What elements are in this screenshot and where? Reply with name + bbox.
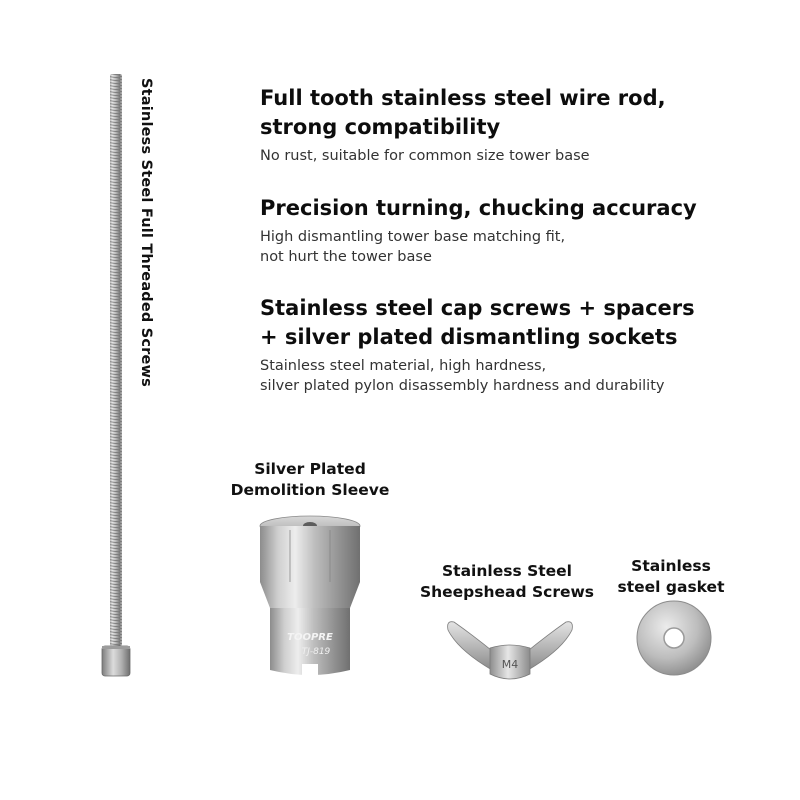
rod-cap-head bbox=[102, 646, 130, 676]
feature-title-line: + silver plated dismantling sockets bbox=[260, 325, 678, 349]
sleeve-model-engraving: TJ-819 bbox=[301, 647, 331, 657]
feature-desc-line: silver plated pylon disassembly hardness and durability bbox=[260, 378, 665, 394]
sleeve-label-line: Demolition Sleeve bbox=[230, 481, 390, 499]
feature-desc-line: High dismantling tower base matching fit, bbox=[260, 229, 566, 245]
wing-nut-marking: M4 bbox=[501, 658, 519, 671]
sleeve-label bbox=[218, 459, 402, 501]
feature-title-line: strong compatibility bbox=[260, 115, 501, 139]
wing-nut-image bbox=[444, 614, 576, 686]
feature-title-line: Stainless steel cap screws + spacers bbox=[260, 296, 695, 320]
gasket-label-line: Stainless bbox=[631, 557, 711, 575]
feature-block-1 bbox=[260, 84, 666, 166]
sleeve-brand-engraving: TOOPRE bbox=[287, 632, 333, 643]
feature-block-3 bbox=[260, 294, 695, 396]
feature-desc-line: not hurt the tower base bbox=[260, 249, 432, 265]
rod-shaft bbox=[110, 74, 122, 646]
feature-desc-line: Stainless steel material, high hardness, bbox=[260, 358, 547, 374]
feature-block-2 bbox=[260, 194, 697, 267]
gasket-label bbox=[606, 556, 736, 598]
wing-nut-label-line: Sheepshead Screws bbox=[419, 583, 595, 601]
feature-desc-line: No rust, suitable for common size tower base bbox=[260, 148, 590, 164]
wing-nut-label bbox=[410, 561, 604, 603]
feature-title-line: Precision turning, chucking accuracy bbox=[260, 196, 697, 220]
feature-title-line: Full tooth stainless steel wire rod, bbox=[260, 86, 666, 110]
demolition-sleeve-image bbox=[252, 512, 368, 680]
rod-vertical-label: Stainless Steel Full Threaded Screws bbox=[138, 78, 154, 387]
sleeve-label-line: Silver Plated bbox=[254, 460, 366, 478]
gasket-image bbox=[634, 598, 714, 678]
wing-nut-label-line: Stainless Steel bbox=[442, 562, 572, 580]
gasket-label-line: steel gasket bbox=[617, 578, 725, 596]
